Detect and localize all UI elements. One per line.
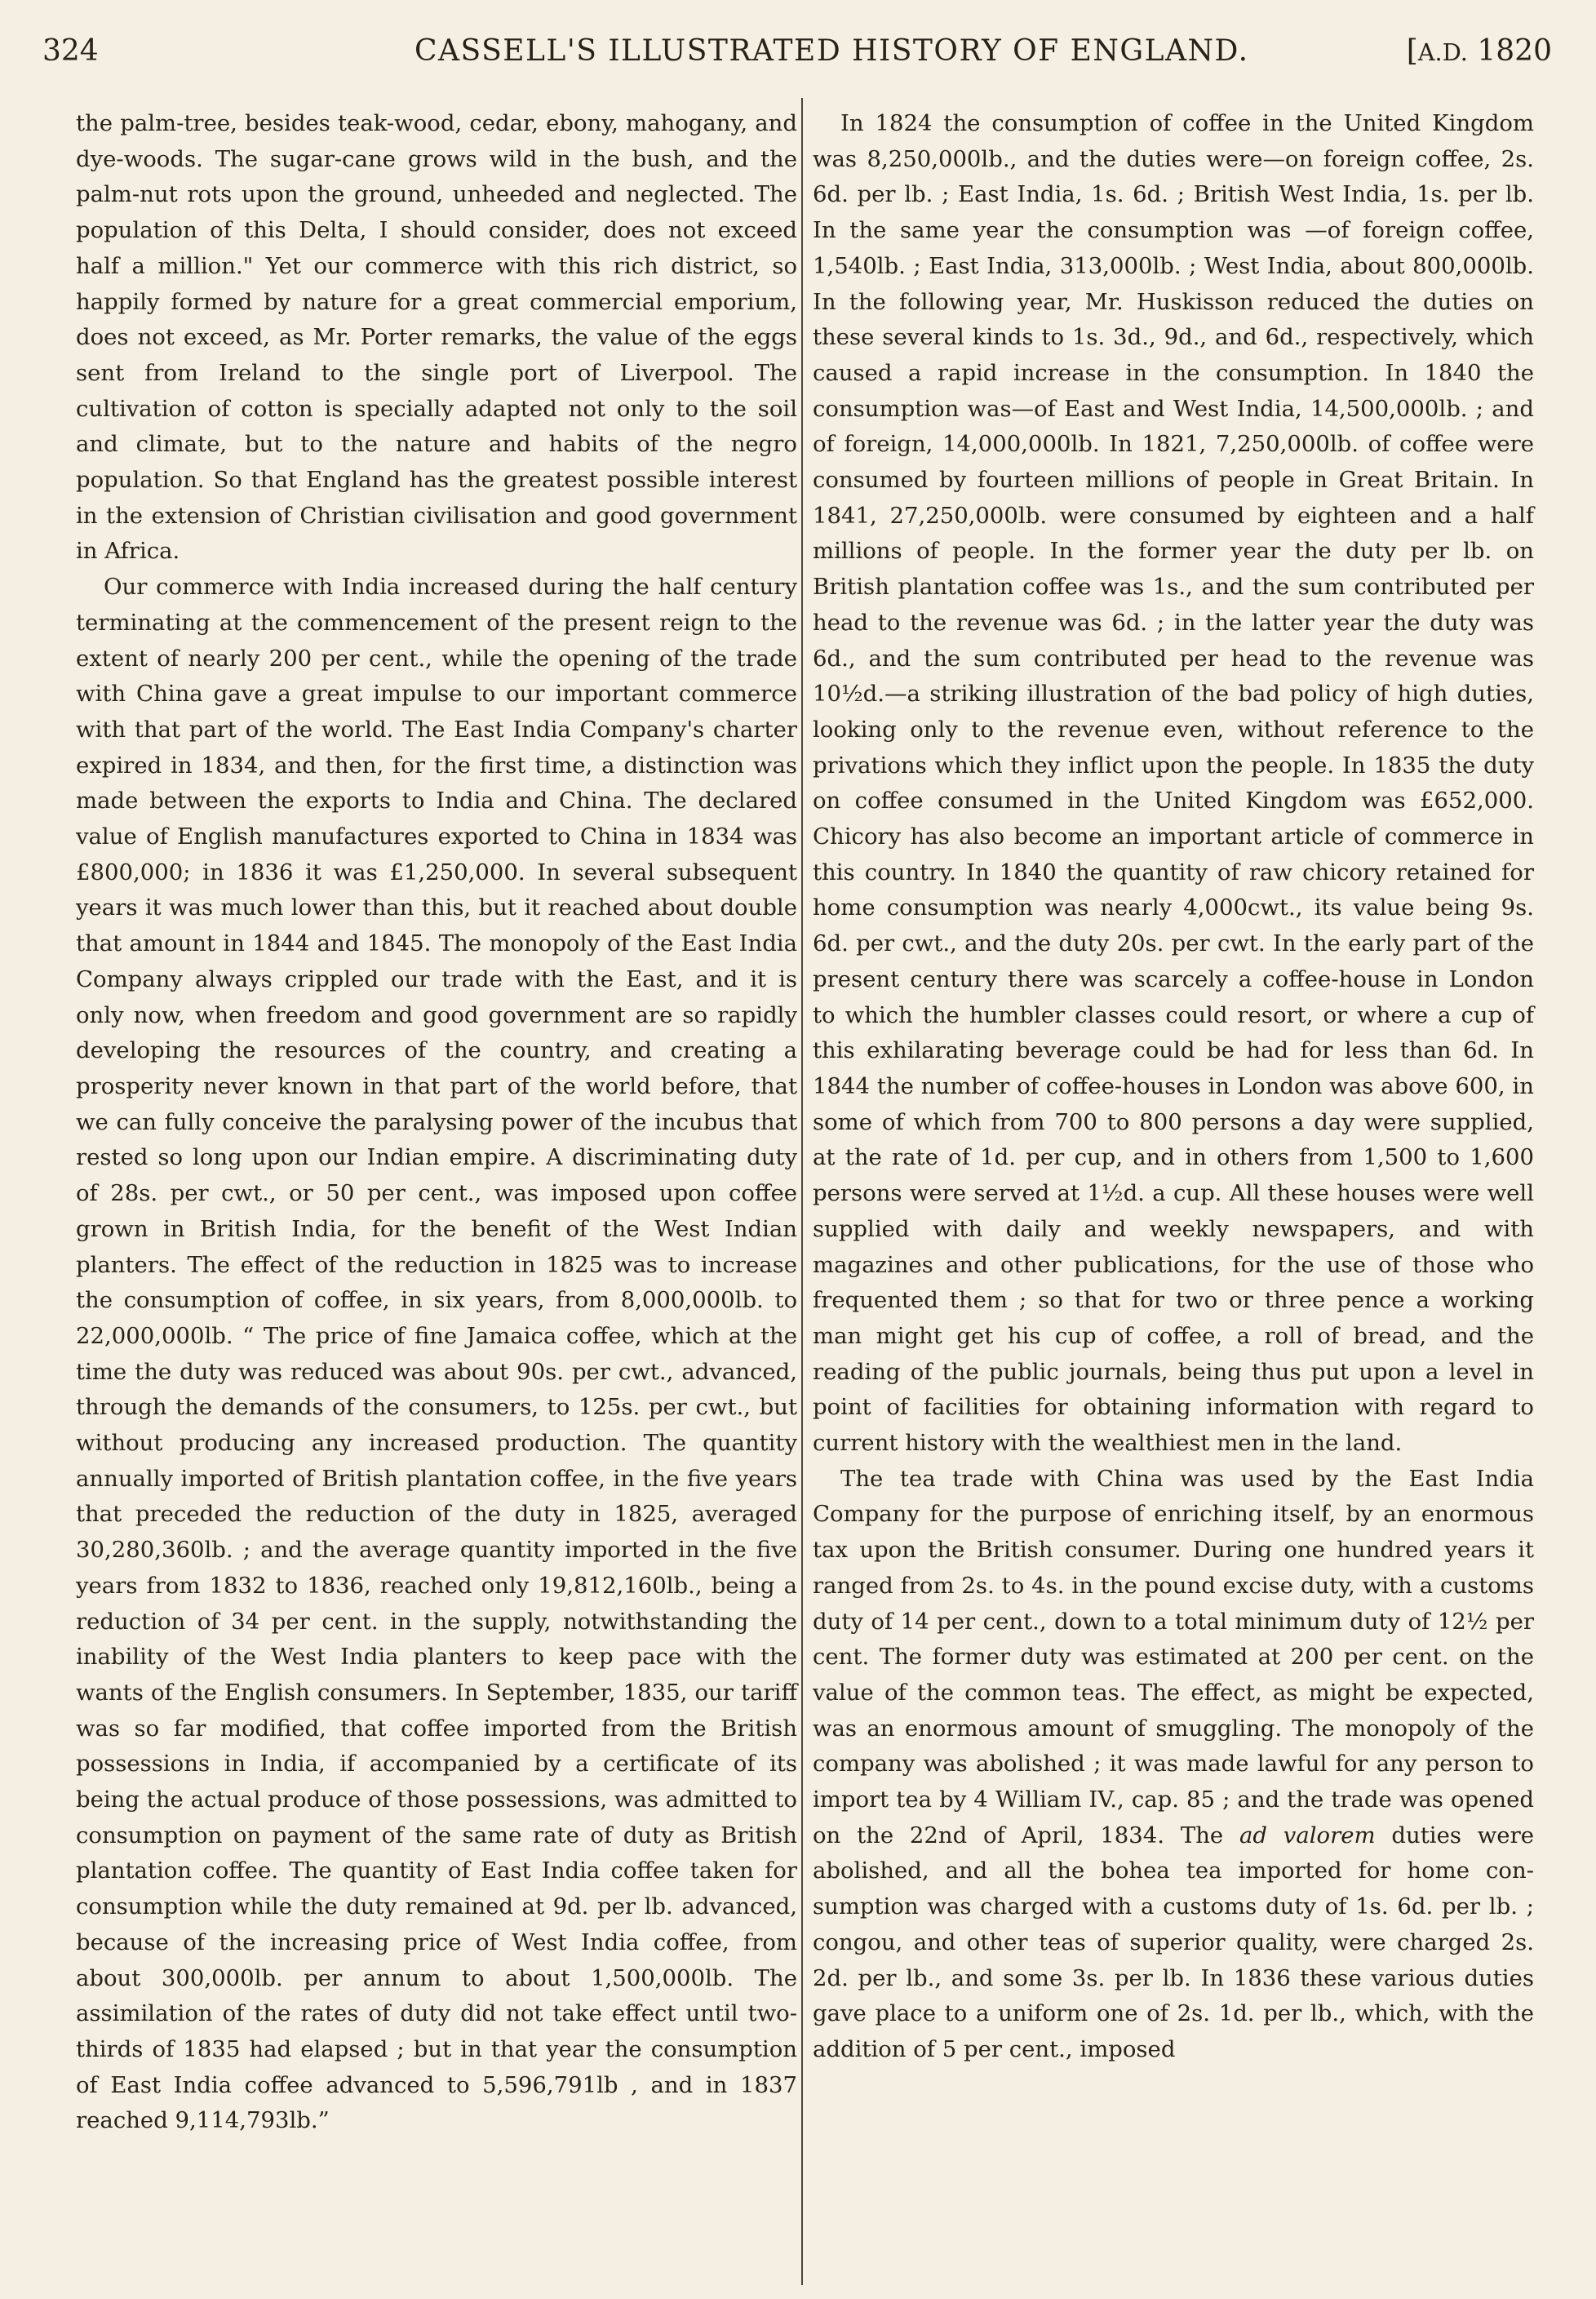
date-era: A.D.: [1417, 38, 1468, 66]
date-year: 1820: [1477, 34, 1552, 68]
right-paragraph-2: [813, 1462, 1534, 2068]
left-paragraph-2: Our commerce with India increased during the half century terminating at the commencement of the present reign to the extent of nearly 200 per cent., while the opening of the trade with China gave a great impulse to our important commerce with that part of the world. The East India Company's charter expired in 1834, and then, for the first time, a distinction was made between the exports to India and China. The declared value of English manufactures exported to China in 1834 was £800,000; in 1836 it was £1,250,000. In several subsequent years it was much lower than this, but it reached about double that amount in 1844 and 1845. The monopoly of the East India Company always crippled our trade with the East, and it is only now, when freedom and good government are so rapidly developing the resources of the country, and creating a prosperity never known in that part of the world before, that we can fully conceive the paralysing power of the incubus that rested so long upon our Indian empire. A discriminating duty of 28s. per cwt., or 50 per cent., was imposed upon coffee grown in British India, for the benefit of the West Indian planters. The effect of the reduction in 1825 was to increase the consumption of coffee, in six years, from 8,000,000lb. to 22,000,000lb. “ The price of fine Jamaica coffee, which at the time the duty was reduced was about 90s. per cwt., advanced, through the demands of the consumers, to 125s. per cwt., but without producing any increased production. The quantity annually imported of British plantation coffee, in the five years that preceded the reduction of the duty in 1825, averaged 30,280,360lb. ; and the average quantity imported in the five years from 1832 to 1836, reached only 19,812,160lb., being a reduction of 34 per cent. in the supply, notwithstanding the inability of the West India planters to keep pace with the wants of the English consumers. In September, 1835, our tariff was so far modified, that coffee imported from the British possessions in India, if accompanied by a certificate of its being the actual produce of those possessions, was admitted to consumption on payment of the same rate of duty as British plantation coffee. The quantity of East India coffee taken for consumption while the duty remained at 9d. per lb. advanced, because of the increasing price of West India coffee, from about 300,000lb. per annum to about 1,500,000lb. The assimilation of the rates of duty did not take effect until two-thirds of 1835 had elapsed ; but in that year the consumption of East India coffee advanced to 5,596,791lb , and in 1837 reached 9,114,793lb.”: [76, 574, 797, 2134]
date-bracket: [: [1406, 34, 1418, 68]
running-header: [42, 34, 1552, 83]
running-title: CASSELL'S ILLUSTRATED HISTORY OF ENGLAND.: [415, 34, 1249, 68]
column-divider: [801, 98, 803, 2285]
right-paragraph-2-part-b: duties were abolished, and all the bohea tea imported for home consumption was charged with a customs duty of 1s. 6d. per lb. ; congou, and other teas of superior quality, were charged 2s. 2d. per lb., and some 3s. per lb. In 1836 these various duties gave place to a uniform one of 2s. 1d. per lb., which, with the addition of 5 per cent., imposed: [813, 1822, 1534, 2062]
italic-phrase: ad valorem: [1239, 1822, 1376, 1849]
page-number: 324: [42, 34, 99, 68]
right-paragraph-1: In 1824 the consumption of coffee in the United Kingdom was 8,250,000lb., and the duties were—on foreign coffee, 2s. 6d. per lb. ; East India, 1s. 6d. ; British West India, 1s. per lb. In the same year the consumption was —of foreign coffee, 1,540lb. ; East India, 313,000lb. ; West India, about 800,000lb. In the following year, Mr. Huskisson reduced the duties on these several kinds to 1s. 3d., 9d., and 6d., respectively, which caused a rapid increase in the consumption. In 1840 the consumption was—of East and West India, 14,500,000lb. ; and of foreign, 14,000,000lb. In 1821, 7,250,000lb. of coffee were consumed by fourteen millions of people in Great Britain. In 1841, 27,250,000lb. were consumed by eighteen and a half millions of people. In the former year the duty per lb. on British plantation coffee was 1s., and the sum contributed per head to the revenue was 6d. ; in the latter year the duty was 6d., and the sum contributed per head to the revenue was 10½d.—a striking illustration of the bad policy of high duties, looking only to the revenue even, without reference to the privations which they inflict upon the people. In 1835 the duty on coffee consumed in the United Kingdom was £652,000. Chicory has also become an important article of commerce in this country. In 1840 the quantity of raw chicory retained for home consumption was nearly 4,000cwt., its value being 9s. 6d. per cwt., and the duty 20s. per cwt. In the early part of the present century there was scarcely a coffee-house in London to which the humbler classes could resort, or where a cup of this exhilarating beverage could be had for less than 6d. In 1844 the number of coffee-houses in London was above 600, in some of which from 700 to 800 persons a day were supplied, at the rate of 1d. per cup, and in others from 1,500 to 1,600 persons were served at 1½d. a cup. All these houses were well supplied with daily and weekly newspapers, and with magazines and other publications, for the use of those who frequented them ; so that for two or three pence a working man might get his cup of coffee, a roll of bread, and the reading of the public journals, being thus put upon a level in point of facilities for obtaining information with regard to current history with the wealthiest men in the land.: [813, 110, 1534, 1457]
left-column: [76, 106, 797, 2139]
running-date: [1407, 34, 1552, 68]
right-column: [813, 106, 1534, 2068]
right-paragraph-2-part-a: The tea trade with China was used by the East India Company for the purpose of enriching itself, by an enormous tax upon the British consumer. During one hundred years it ranged from 2s. to 4s. in the pound excise duty, with a customs duty of 14 per cent., down to a total minimum duty of 12½ per cent. The former duty was estimated at 200 per cent. on the value of the common teas. The effect, as might be expected, was an enormous amount of smuggling. The monopoly of the company was abolished ; it was made lawful for any person to import tea by 4 William IV., cap. 85 ; and the trade was opened on the 22nd of April, 1834. The: [813, 1465, 1534, 1849]
left-paragraph-1: the palm-tree, besides teak-wood, cedar, ebony, mahogany, and dye-woods. The sugar-cane grows wild in the bush, and the palm-nut rots upon the ground, unheeded and neglected. The population of this Delta, I should consider, does not exceed half a million." Yet our commerce with this rich district, so happily formed by nature for a great commercial emporium, does not exceed, as Mr. Porter remarks, the value of the eggs sent from Ireland to the single port of Liverpool. The cultivation of cotton is specially adapted not only to the soil and climate, but to the nature and habits of the negro population. So that England has the greatest possible interest in the extension of Christian civilisation and good government in Africa.: [76, 110, 797, 565]
